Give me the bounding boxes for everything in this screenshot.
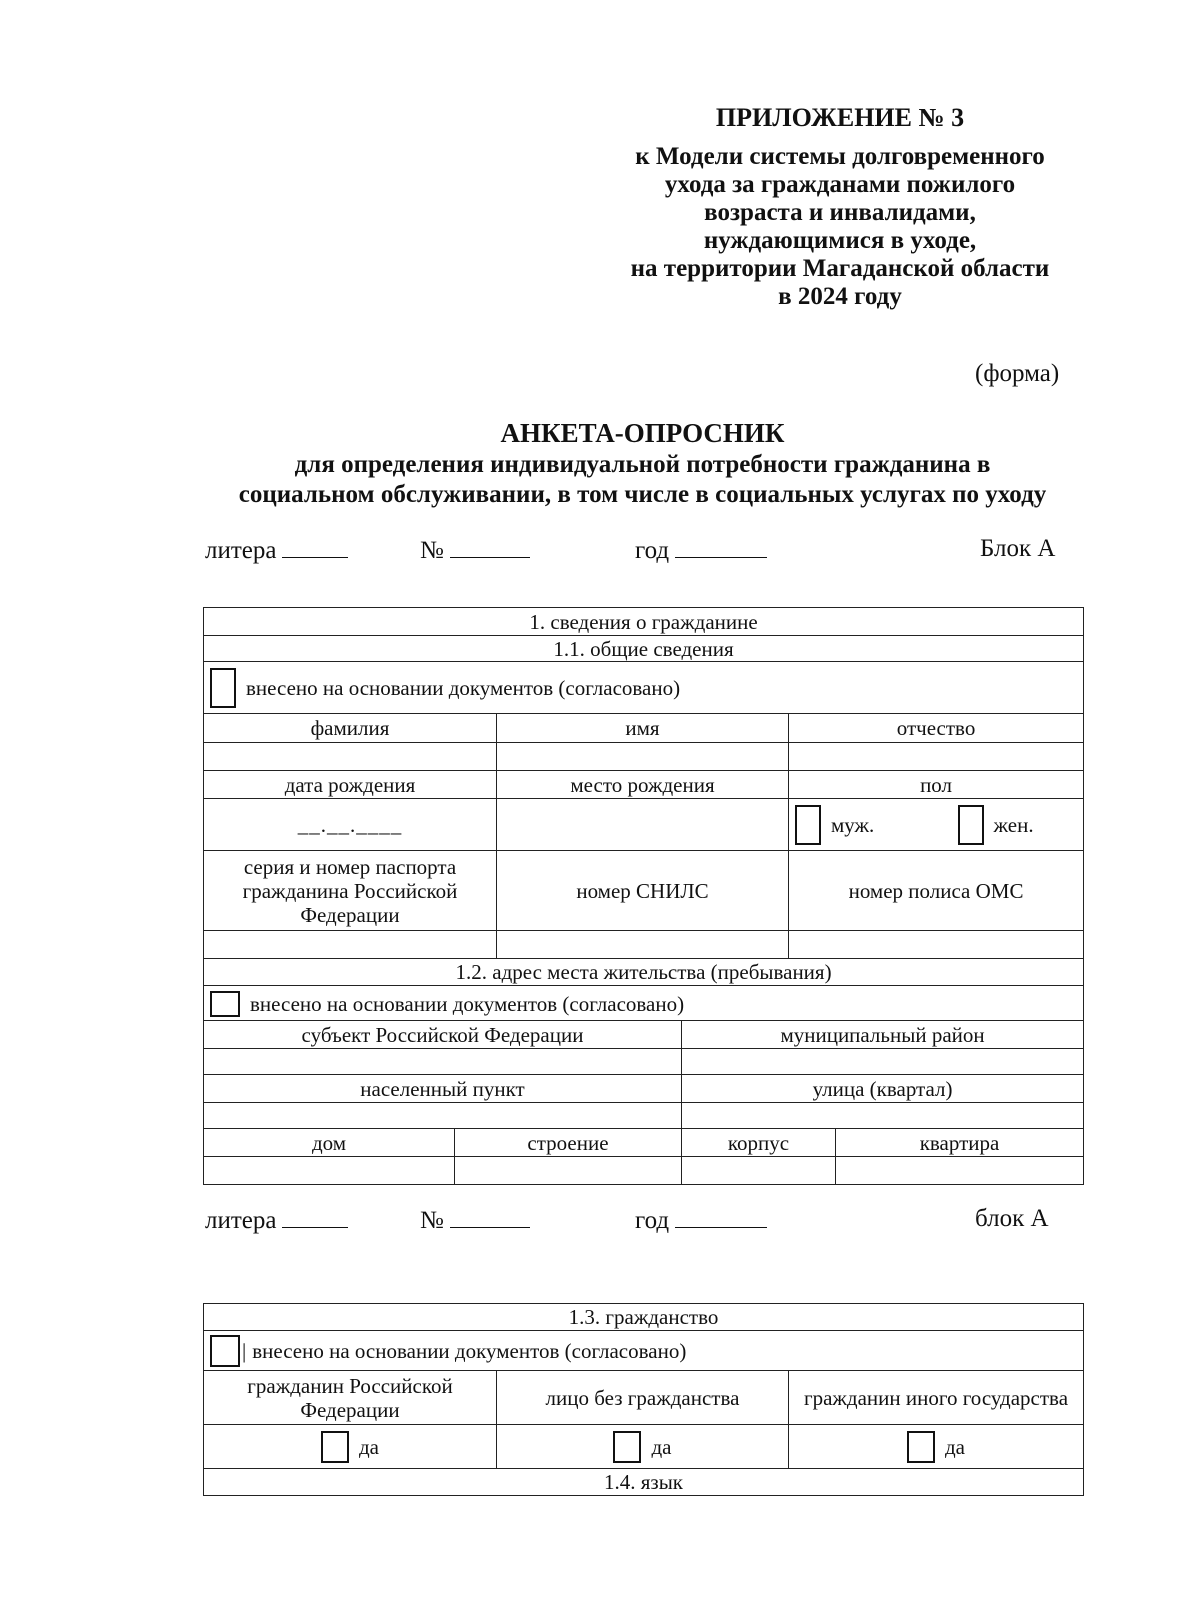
street-input[interactable] (682, 1103, 1084, 1129)
female-label: жен. (993, 812, 1034, 837)
separator-bar: | (242, 1338, 247, 1363)
house-header: дом (204, 1129, 455, 1157)
oms-input[interactable] (789, 931, 1084, 959)
appendix-line: в 2024 году (778, 283, 902, 310)
sex-options (789, 799, 1084, 851)
yes-label: да (945, 1434, 966, 1459)
name-header: имя (497, 714, 789, 743)
yes-label: да (651, 1434, 672, 1459)
foreign-citizen-checkbox[interactable] (907, 1431, 935, 1463)
litera-field[interactable] (205, 1205, 348, 1235)
year-blank[interactable] (675, 1205, 767, 1228)
stateless-option (497, 1425, 789, 1469)
district-header: муниципальный район (682, 1021, 1084, 1049)
korpus-input[interactable] (682, 1157, 836, 1185)
year-label: год (635, 537, 670, 564)
citizenship-table (203, 1303, 1084, 1496)
form-label: (форма) (975, 360, 1060, 387)
district-input[interactable] (682, 1049, 1084, 1075)
foreign-citizen-option (789, 1425, 1084, 1469)
passport-input[interactable] (204, 931, 497, 959)
questionnaire-subtitle: социальном обслуживании, в том числе в социальных услугах по уходу (238, 481, 1047, 508)
litera-blank[interactable] (282, 535, 348, 558)
locality-header: населенный пункт (204, 1075, 682, 1103)
year-field[interactable] (635, 1205, 767, 1235)
ru-citizen-option (204, 1425, 497, 1469)
number-field[interactable] (420, 535, 530, 565)
birth-date-input[interactable] (204, 799, 497, 851)
meta-row-top (205, 535, 1085, 571)
appendix-line: на территории Магаданской области (630, 255, 1050, 282)
name-input[interactable] (497, 743, 789, 771)
number-field[interactable] (420, 1205, 530, 1235)
subject-header: субъект Российской Федерации (204, 1021, 682, 1049)
male-label: муж. (831, 812, 875, 837)
docs-confirmed-checkbox[interactable] (210, 668, 236, 708)
appendix-line: ухода за гражданами пожилого (664, 171, 1016, 198)
yes-label: да (358, 1434, 379, 1459)
citizenship-docs-checkbox[interactable] (210, 1335, 240, 1367)
address-docs-checkbox[interactable] (210, 991, 240, 1017)
birth-place-input[interactable] (497, 799, 789, 851)
sex-header: пол (789, 771, 1084, 799)
litera-label: литера (205, 537, 277, 564)
number-blank[interactable] (450, 535, 530, 558)
oms-header: номер полиса ОМС (789, 851, 1084, 931)
year-blank[interactable] (675, 535, 767, 558)
male-checkbox[interactable] (795, 805, 821, 845)
foreign-citizen-header: гражданин иного государства (789, 1371, 1084, 1425)
year-label: год (635, 1207, 670, 1234)
birth-place-header: место рождения (497, 771, 789, 799)
document-title (195, 418, 1090, 510)
questionnaire-subtitle: для определения индивидуальной потребности гражданина в (294, 451, 991, 478)
year-field[interactable] (635, 535, 767, 565)
apartment-header: квартира (836, 1129, 1084, 1157)
number-label: № (420, 1207, 444, 1234)
number-label: № (420, 537, 444, 564)
female-checkbox[interactable] (958, 805, 984, 845)
stateless-header: лицо без гражданства (497, 1371, 789, 1425)
litera-field[interactable] (205, 535, 348, 565)
section-title: 1. сведения о гражданине (204, 608, 1084, 636)
appendix-line: возраста и инвалидами, (704, 199, 976, 226)
korpus-header: корпус (682, 1129, 836, 1157)
docs-confirmed-row (204, 986, 1084, 1021)
ru-citizen-checkbox[interactable] (321, 1431, 349, 1463)
docs-confirmed-label: внесено на основании документов (согласовано) (246, 675, 681, 700)
building-input[interactable] (455, 1157, 682, 1185)
stateless-checkbox[interactable] (613, 1431, 641, 1463)
appendix-line: нуждающимися в уходе, (703, 227, 977, 254)
subsection-title: 1.3. гражданство (204, 1304, 1084, 1331)
passport-header: серия и номер паспорта гражданина Российской Федерации (204, 851, 497, 931)
meta-row-bottom (205, 1205, 1085, 1241)
docs-confirmed-label: внесено на основании документов (согласовано) (252, 1338, 687, 1363)
docs-confirmed-row (204, 662, 1084, 714)
snils-header: номер СНИЛС (497, 851, 789, 931)
docs-confirmed-label: внесено на основании документов (согласовано) (250, 991, 685, 1016)
block-label: Блок А (980, 535, 1056, 562)
block-label: блок А (975, 1205, 1049, 1232)
subject-input[interactable] (204, 1049, 682, 1075)
patronymic-input[interactable] (789, 743, 1084, 771)
number-blank[interactable] (450, 1205, 530, 1228)
subsection-title: 1.2. адрес места жительства (пребывания) (204, 959, 1084, 986)
street-header: улица (квартал) (682, 1075, 1084, 1103)
date-placeholder: __.__.____ (297, 812, 403, 837)
patronymic-header: отчество (789, 714, 1084, 743)
docs-confirmed-row (204, 1331, 1084, 1371)
surname-input[interactable] (204, 743, 497, 771)
birth-date-header: дата рождения (204, 771, 497, 799)
subsection-title: 1.4. язык (204, 1469, 1084, 1496)
house-input[interactable] (204, 1157, 455, 1185)
snils-input[interactable] (497, 931, 789, 959)
litera-blank[interactable] (282, 1205, 348, 1228)
appendix-header (600, 104, 1080, 311)
ru-citizen-header: гражданин Российской Федерации (204, 1371, 497, 1425)
locality-input[interactable] (204, 1103, 682, 1129)
building-header: строение (455, 1129, 682, 1157)
questionnaire-title: АНКЕТА-ОПРОСНИК (500, 418, 785, 448)
subsection-title: 1.1. общие сведения (204, 636, 1084, 662)
citizen-info-table (203, 607, 1084, 1185)
appendix-title: ПРИЛОЖЕНИЕ № 3 (715, 103, 965, 132)
appendix-line: к Модели системы долговременного (635, 143, 1045, 170)
apartment-input[interactable] (836, 1157, 1084, 1185)
litera-label: литера (205, 1207, 277, 1234)
surname-header: фамилия (204, 714, 497, 743)
